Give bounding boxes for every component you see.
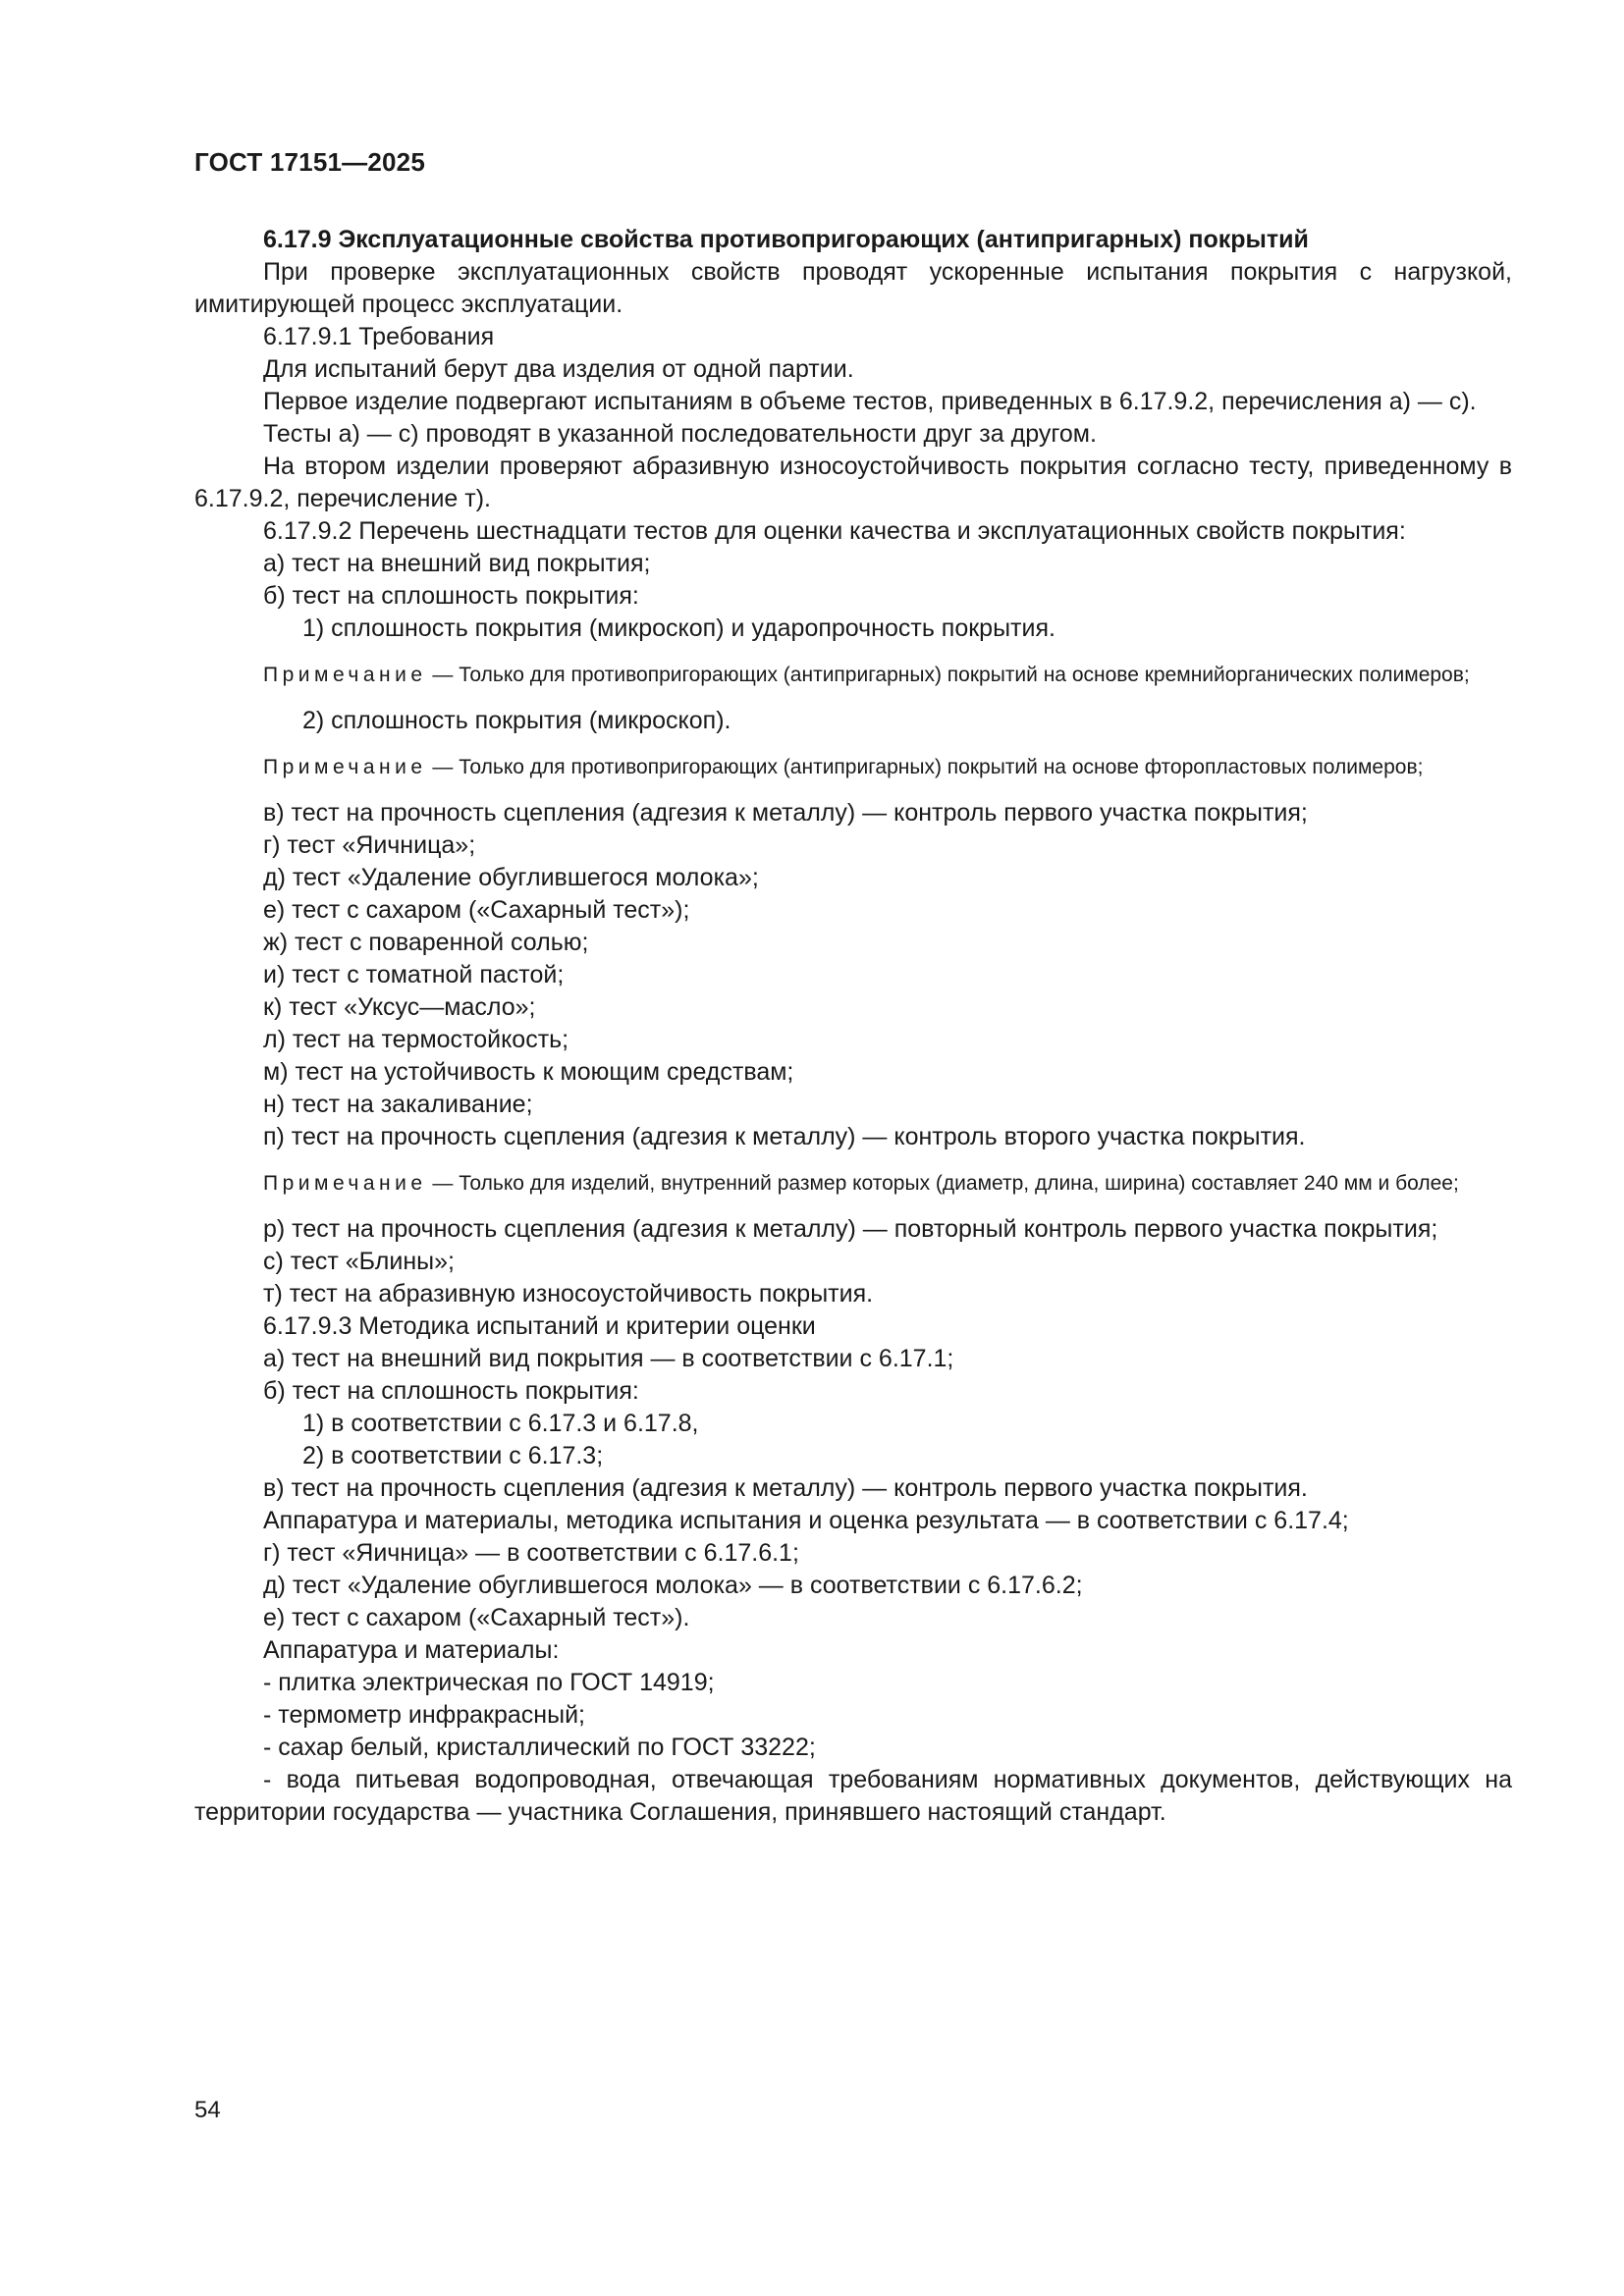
list-item: в) тест на прочность сцепления (адгезия к металлу) — контроль первого участка покрытия. [263, 1474, 1308, 1502]
list-item: т) тест на абразивную износоустойчивость покрытия. [263, 1280, 874, 1308]
list-item: б) тест на сплошность покрытия: [263, 1377, 639, 1405]
list-item: с) тест «Блины»; [263, 1248, 455, 1275]
page-number: 54 [194, 2097, 221, 2123]
list-item: м) тест на устойчивость к моющим средствам; [263, 1058, 794, 1086]
paragraph: Для испытаний берут два изделия от одной партии. [263, 355, 854, 383]
note-text: — Только для противопригорающих (антипригарных) покрытий на основе кремнийорганических полимеров; [426, 664, 1470, 686]
paragraph: Тесты а) — с) проводят в указанной последовательности друг за другом. [263, 420, 1097, 448]
sub-list-item: 2) в соответствии с 6.17.3; [302, 1442, 604, 1469]
list-item: е) тест с сахаром («Сахарный тест»); [263, 896, 690, 924]
sub-list-item: 1) сплошность покрытия (микроскоп) и ударопрочность покрытия. [302, 614, 1056, 642]
note-text: — Только для изделий, внутренний размер которых (диаметр, длина, ширина) составляет 240 мм и более; [426, 1172, 1459, 1195]
dash-list-item: - плитка электрическая по ГОСТ 14919; [263, 1669, 715, 1696]
list-item: л) тест на термостойкость; [263, 1026, 569, 1053]
list-item: е) тест с сахаром («Сахарный тест»). [263, 1604, 690, 1631]
list-item: а) тест на внешний вид покрытия — в соответствии с 6.17.1; [263, 1345, 954, 1372]
note [194, 661, 1512, 689]
list-item: к) тест «Уксус—масло»; [263, 993, 536, 1021]
note-text: — Только для противопригорающих (антипригарных) покрытий на основе фторопластовых полимеров; [426, 756, 1424, 778]
subsection-title: 6.17.9.1 Требования [263, 323, 495, 350]
paragraph: Аппаратура и материалы, методика испытания и оценка результата — в соответствии с 6.17.4; [263, 1507, 1349, 1534]
subsection-title: 6.17.9.3 Методика испытаний и критерии оценки [263, 1312, 816, 1340]
sub-list-item: 2) сплошность покрытия (микроскоп). [302, 707, 731, 734]
list-item: д) тест «Удаление обуглившегося молока»; [263, 864, 759, 891]
paragraph: На втором изделии проверяют абразивную износоустойчивость покрытия согласно тесту, приведенному в 6.17.9.2, перечисление т). [194, 453, 1512, 512]
list-item: р) тест на прочность сцепления (адгезия к металлу) — повторный контроль первого участка покрытия; [263, 1215, 1438, 1243]
note [194, 1169, 1512, 1198]
note [194, 753, 1512, 781]
list-item: и) тест с томатной пастой; [263, 961, 565, 988]
list-item: г) тест «Яичница»; [263, 831, 476, 859]
paragraph: При проверке эксплуатационных свойств проводят ускоренные испытания покрытия с нагрузкой, имитирующей процесс эксплуатации. [194, 258, 1512, 318]
list-item: д) тест «Удаление обуглившегося молока» — в соответствии с 6.17.6.2; [263, 1572, 1083, 1599]
subsection-title: 6.17.9.2 Перечень шестнадцати тестов для оценки качества и эксплуатационных свойств покрытия: [263, 517, 1406, 545]
list-item: н) тест на закаливание; [263, 1091, 533, 1118]
section-title: 6.17.9 Эксплуатационные свойства противопригорающих (антипригарных) покрытий [263, 226, 1309, 253]
list-item: п) тест на прочность сцепления (адгезия к металлу) — контроль второго участка покрытия. [263, 1123, 1306, 1150]
list-item: ж) тест с поваренной солью; [263, 929, 589, 956]
document-body [194, 224, 1512, 1829]
document-header: ГОСТ 17151—2025 [194, 147, 425, 177]
list-item: а) тест на внешний вид покрытия; [263, 550, 651, 577]
list-item: в) тест на прочность сцепления (адгезия к металлу) — контроль первого участка покрытия; [263, 799, 1308, 827]
list-item: б) тест на сплошность покрытия: [263, 582, 639, 610]
note-label: Примечание [263, 1172, 427, 1195]
dash-list-item: - сахар белый, кристаллический по ГОСТ 33222; [263, 1734, 816, 1761]
sub-list-item: 1) в соответствии с 6.17.3 и 6.17.8, [302, 1410, 699, 1437]
dash-list-item: - вода питьевая водопроводная, отвечающая требованиям нормативных документов, действующих на территории государства — участника Соглашения, принявшего настоящий стандарт. [194, 1766, 1512, 1826]
list-item: г) тест «Яичница» — в соответствии с 6.17.6.1; [263, 1539, 799, 1567]
note-label: Примечание [263, 664, 427, 686]
dash-list-item: - термометр инфракрасный; [263, 1701, 585, 1729]
paragraph: Аппаратура и материалы: [263, 1636, 560, 1664]
paragraph: Первое изделие подвергают испытаниям в объеме тестов, приведенных в 6.17.9.2, перечисления а) — с). [263, 388, 1477, 415]
note-label: Примечание [263, 756, 427, 778]
